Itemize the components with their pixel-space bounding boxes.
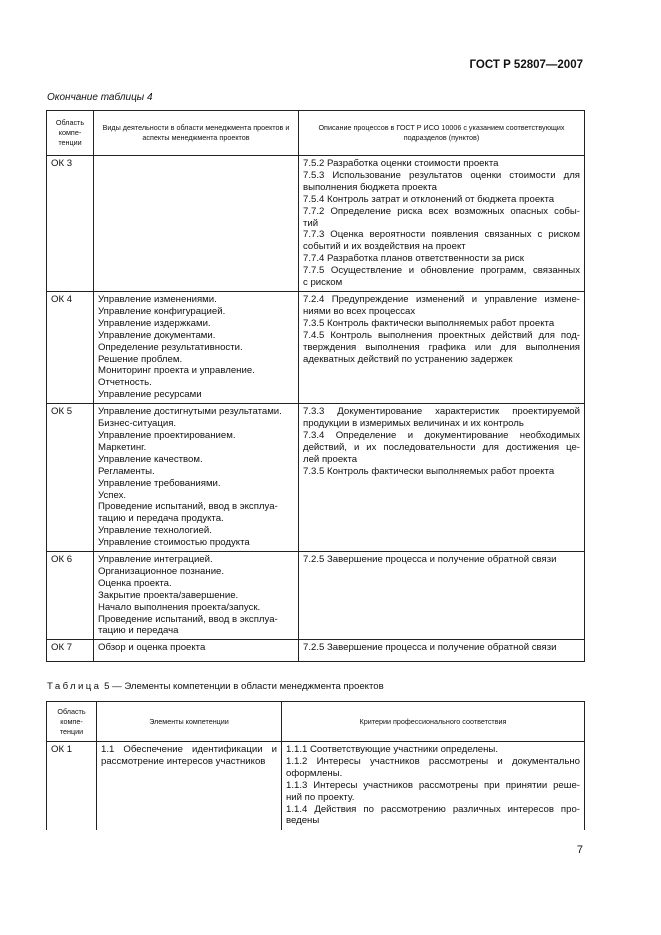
- processes-cell: [299, 640, 585, 662]
- text-line: Регламенты.: [98, 465, 155, 477]
- header-criteria: Критерии профессионального соответствия: [282, 702, 585, 742]
- header-activities: Виды деятельности в области менеджмента проектов и аспекты менеджмента проектов: [94, 111, 299, 156]
- activities-cell: [94, 404, 299, 552]
- text-line: 7.2.5 Завершение процесса и получение обратной связи: [303, 642, 557, 654]
- elements-cell: [97, 742, 282, 830]
- header-area: Область компе-тенции: [47, 111, 94, 156]
- caption-label: Таблица: [47, 681, 102, 692]
- text-line: Управление документами.: [98, 329, 216, 341]
- text-line: 7.3.5 Контроль фактически выполняемых работ проекта: [303, 465, 555, 477]
- table-5: [46, 701, 585, 830]
- text-line: 7.5.3 Использование результатов оценки стоимости для: [303, 169, 580, 181]
- text-line: 1.1.4 Действия по рассмотрению различных интересов про-: [286, 803, 580, 815]
- text-line: Управление качеством.: [98, 453, 203, 465]
- text-line: лей проекта: [303, 453, 358, 465]
- text-line: Управление достигнутыми результатами.: [98, 406, 282, 418]
- text-line: 7.3.5 Контроль фактически выполняемых работ проекта: [303, 317, 555, 329]
- header-processes: Описание процессов в ГОСТ Р ИСО 10006 с указанием соответствующих подразделов (пунктов): [299, 111, 585, 156]
- table-row: [47, 552, 585, 640]
- text-line: тацию и передача продукта.: [98, 513, 224, 525]
- header-elements: Элементы компетенции: [97, 702, 282, 742]
- text-line: 7.5.4 Контроль затрат и отклонений от бюджета проекта: [303, 193, 555, 205]
- text-line: с риском: [303, 277, 343, 289]
- text-line: Проведение испытаний, ввод в эксплуа-: [98, 613, 278, 625]
- table-header-row: [47, 702, 585, 742]
- text-line: тий: [303, 217, 319, 229]
- area-cell: ОК 7: [47, 640, 94, 662]
- activities-cell: [94, 640, 299, 662]
- table-row: [47, 156, 585, 292]
- area-cell: ОК 1: [47, 742, 97, 830]
- text-line: 1.1.3 Интересы участников рассмотрены при принятии реше-: [286, 779, 580, 791]
- text-line: 1.1.1 Соответствующие участники определены.: [286, 744, 498, 755]
- text-line: Определение результативности.: [98, 341, 243, 353]
- text-line: Оценка проекта.: [98, 577, 172, 589]
- text-line: 1.1.2 Интересы участников рассмотрены и документально: [286, 755, 580, 767]
- text-line: 7.7.4 Разработка планов ответственности за риск: [303, 253, 524, 265]
- table-5-caption: [47, 681, 384, 692]
- activities-cell: [94, 292, 299, 404]
- text-line: Управление требованиями.: [98, 477, 221, 489]
- text-line: рассмотрение интересов участников: [101, 755, 266, 767]
- area-cell: ОК 4: [47, 292, 94, 404]
- text-line: 1.1 Обеспечение идентификации и: [101, 744, 277, 755]
- text-line: Управление интеграцией.: [98, 554, 213, 566]
- processes-cell: [299, 292, 585, 404]
- text-line: Успех.: [98, 489, 127, 501]
- text-line: 7.7.5 Осуществление и обновление программ, связанных: [303, 265, 580, 277]
- header-area: Область компе-тенции: [47, 702, 97, 742]
- text-line: ведены: [286, 815, 320, 827]
- text-line: адекватных действий по устранению задержек: [303, 353, 513, 365]
- text-line: действий, и их последовательности для достижения це-: [303, 441, 580, 453]
- processes-cell: [299, 552, 585, 640]
- processes-cell: [299, 404, 585, 552]
- area-cell: ОК 5: [47, 404, 94, 552]
- text-line: Управление проектированием.: [98, 429, 236, 441]
- text-line: тацию и передача: [98, 625, 179, 637]
- text-line: Организационное познание.: [98, 565, 225, 577]
- text-line: Управление ресурсами: [98, 389, 202, 401]
- text-line: 7.3.4 Определение и документирование необходимых: [303, 429, 580, 441]
- text-line: Управление стоимостью продукта: [98, 537, 250, 549]
- text-line: Управление изменениями.: [98, 294, 217, 305]
- text-line: 7.2.4 Предупреждение изменений и управление измене-: [303, 294, 580, 305]
- area-cell: ОК 6: [47, 552, 94, 640]
- text-line: Маркетинг.: [98, 441, 147, 453]
- text-line: Управление конфигурацией.: [98, 305, 226, 317]
- text-line: 7.7.3 Оценка вероятности появления связанных с риском: [303, 229, 580, 241]
- text-line: Начало выполнения проекта/запуск.: [98, 601, 261, 613]
- processes-cell: [299, 156, 585, 292]
- text-line: событий и их воздействия на проект: [303, 241, 466, 253]
- text-line: 7.5.2 Разработка оценки стоимости проекта: [303, 158, 499, 169]
- table-row: [47, 742, 585, 830]
- text-line: ниями во всех процессах: [303, 305, 416, 317]
- area-cell: ОК 3: [47, 156, 94, 292]
- text-line: Закрытие проекта/завершение.: [98, 589, 239, 601]
- text-line: Отчетность.: [98, 377, 152, 389]
- text-line: 7.7.2 Определение риска всех возможных опасных собы-: [303, 205, 580, 217]
- text-line: 7.4.5 Контроль выполнения проектных действий для под-: [303, 329, 580, 341]
- text-line: Проведение испытаний, ввод в эксплуа-: [98, 501, 278, 513]
- caption-text: 5 — Элементы компетенции в области менеджмента проектов: [101, 681, 384, 692]
- table-continuation-label: Окончание таблицы 4: [47, 92, 153, 103]
- text-line: продукции в измеримых величинах и их контроль: [303, 418, 524, 430]
- text-line: Решение проблем.: [98, 353, 183, 365]
- page-number: 7: [576, 844, 583, 856]
- table-header-row: [47, 111, 585, 156]
- text-line: Управление технологией.: [98, 525, 212, 537]
- table-4: [46, 110, 585, 662]
- text-line: Управление издержками.: [98, 317, 211, 329]
- activities-cell: [94, 156, 299, 292]
- text-line: Обзор и оценка проекта: [98, 642, 206, 654]
- table-row: [47, 292, 585, 404]
- text-line: 7.2.5 Завершение процесса и получение обратной связи: [303, 554, 557, 566]
- text-line: Бизнес-ситуация.: [98, 418, 177, 430]
- activities-cell: [94, 552, 299, 640]
- table-row: [47, 404, 585, 552]
- document-id: ГОСТ Р 52807—2007: [469, 59, 583, 71]
- text-line: 7.3.3 Документирование характеристик проектируемой: [303, 406, 580, 418]
- text-line: Мониторинг проекта и управление.: [98, 365, 255, 377]
- table-row: [47, 640, 585, 662]
- text-line: выполнения бюджета проекта: [303, 181, 437, 193]
- text-line: ний по проекту.: [286, 791, 355, 803]
- text-line: тверждения выполнения графика или для выполнения: [303, 341, 580, 353]
- criteria-cell: [282, 742, 585, 830]
- text-line: оформлены.: [286, 767, 343, 779]
